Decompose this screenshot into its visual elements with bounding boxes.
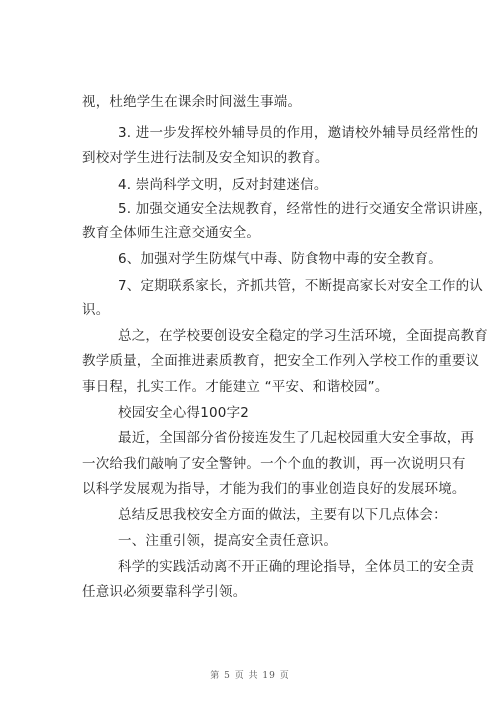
text-line: 识。 bbox=[82, 302, 110, 318]
text-line: 总结反思我校安全方面的做法，主要有以下几点体会： bbox=[118, 507, 447, 523]
text-line: 教育全体师生注意交通安全。 bbox=[82, 225, 261, 241]
section-heading: 校园安全心得100字2 bbox=[118, 405, 250, 421]
text-line: 事日程，扎实工作。才能建立 “平安、和谐校园”。 bbox=[82, 379, 389, 395]
text-line: 到校对学生进行法制及安全知识的教育。 bbox=[82, 150, 329, 166]
page-footer: 第 5 页 共 19 页 bbox=[210, 671, 290, 681]
text-line: 6、加强对学生防煤气中毒、防食物中毒的安全教育。 bbox=[118, 251, 442, 267]
text-line: 视，杜绝学生在课余时间滋生事端。 bbox=[82, 94, 302, 110]
text-line: 4. 崇尚科学文明，反对封建迷信。 bbox=[118, 177, 328, 193]
text-line: 3. 进一步发挥校外辅导员的作用，邀请校外辅导员经常性的 bbox=[118, 125, 479, 141]
text-line: 5. 加强交通安全法规教育，经常性的进行交通安全常识讲座， bbox=[118, 201, 492, 217]
text-line: 总之，在学校要创设安全稳定的学习生活环境，全面提高教育 bbox=[118, 328, 488, 344]
text-line: 一、注重引领，提高安全责任意识。 bbox=[118, 533, 338, 549]
text-line: 一次给我们敲响了安全警钟。一个个血的教训，再一次说明只有 bbox=[82, 456, 466, 472]
text-line: 7、定期联系家长，齐抓共管，不断提高家长对安全工作的认 bbox=[118, 278, 483, 294]
text-line: 任意识必须要靠科学引领。 bbox=[82, 584, 247, 600]
text-line: 以科学发展观为指导，才能为我们的事业创造良好的发展环境。 bbox=[82, 481, 466, 497]
text-line: 教学质量，全面推进素质教育，把安全工作列入学校工作的重要议 bbox=[82, 353, 480, 369]
text-line: 最近，全国部分省份接连发生了几起校园重大安全事故，再 bbox=[118, 430, 475, 446]
text-line: 科学的实践活动离不开正确的理论指导，全体员工的安全责 bbox=[118, 559, 475, 575]
